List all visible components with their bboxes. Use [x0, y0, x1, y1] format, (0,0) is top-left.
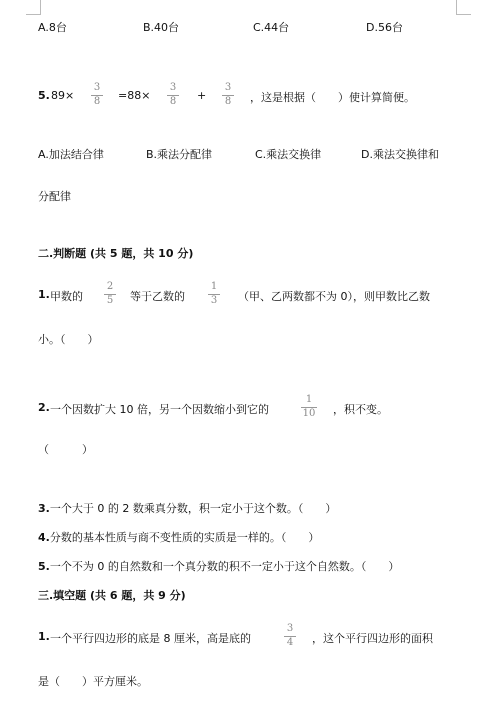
- j1-number: 1.: [38, 288, 50, 301]
- q5-option-d-cont: 分配律: [38, 190, 71, 203]
- q5-plus: +: [197, 89, 207, 102]
- option-b-prev: B.40台: [143, 21, 180, 34]
- option-a-prev: A.8台: [38, 21, 67, 34]
- q5-fraction-2: [167, 83, 179, 107]
- denominator: 8: [169, 95, 177, 107]
- numerator: 1: [305, 394, 313, 405]
- q5-option-b: B.乘法分配律: [146, 148, 213, 161]
- numerator: 3: [169, 82, 177, 93]
- numerator: 1: [210, 281, 218, 292]
- j5-number: 5.: [38, 560, 50, 573]
- page-corner-mark-right: [456, 0, 471, 15]
- j2-text-a: 一个因数扩大 10 倍，另一个因数缩小到它的: [50, 403, 269, 416]
- j2-fraction: [301, 395, 317, 419]
- q5-text-c: ，这是根据（ ）使计算简便。: [250, 91, 415, 104]
- numerator: 3: [224, 82, 232, 93]
- numerator: 3: [93, 82, 101, 93]
- j1-text-cont: 小。（ ）: [38, 333, 99, 346]
- j2-number: 2.: [38, 401, 50, 414]
- j1-text-b: 等于乙数的: [130, 290, 185, 303]
- q5-option-c: C.乘法交换律: [255, 148, 322, 161]
- q5-number: 5.: [38, 89, 50, 102]
- j4-text: 分数的基本性质与商不变性质的实质是一样的。（ ）: [49, 531, 320, 544]
- q5-option-d: D.乘法交换律和: [361, 148, 439, 161]
- j5-line: [38, 558, 399, 574]
- j1-fraction-1: [104, 282, 116, 306]
- f1-text-cont: 是（ ）平方厘米。: [38, 675, 148, 688]
- f1-number: 1.: [38, 630, 50, 643]
- f1-text-b: ，这个平行四边形的面积: [312, 632, 433, 645]
- j4-number: 4.: [38, 531, 50, 544]
- option-c-prev: C.44台: [253, 21, 290, 34]
- j3-text: 一个大于 0 的 2 数乘真分数，积一定小于这个数。（ ）: [49, 502, 337, 515]
- j1-text-a: 甲数的: [50, 290, 83, 303]
- section-3-title: 三.填空题 (共 6 题，共 9 分): [38, 589, 186, 602]
- denominator: 5: [106, 294, 114, 306]
- f1-fraction: [284, 624, 296, 648]
- f1-text-a: 一个平行四边形的底是 8 厘米，高是底的: [50, 632, 251, 645]
- denominator: 4: [286, 636, 294, 648]
- page-corner-mark-left: [26, 0, 41, 15]
- q5-text-b: =88×: [118, 89, 151, 102]
- j5-text: 一个不为 0 的自然数和一个真分数的积不一定小于这个自然数。（ ）: [49, 560, 400, 573]
- q5-option-a: A.加法结合律: [38, 148, 104, 161]
- q5-fraction-3: [222, 83, 234, 107]
- option-d-prev: D.56台: [366, 21, 403, 34]
- denominator: 8: [224, 95, 232, 107]
- j3-number: 3.: [38, 502, 50, 515]
- j2-text-cont: （ ）: [38, 443, 93, 456]
- j4-line: [38, 529, 319, 545]
- q5-fraction-1: [91, 83, 103, 107]
- numerator: 3: [286, 623, 294, 634]
- numerator: 2: [106, 281, 114, 292]
- j2-text-b: ，积不变。: [333, 403, 388, 416]
- section-2-title: 二.判断题 (共 5 题，共 10 分): [38, 247, 194, 260]
- q5-text-a: 89×: [51, 89, 75, 102]
- denominator: 8: [93, 95, 101, 107]
- j3-line: [38, 500, 336, 516]
- j1-text-c: （甲、乙两数都不为 0），则甲数比乙数: [238, 290, 430, 303]
- denominator: 3: [210, 294, 218, 306]
- denominator: 10: [302, 407, 316, 419]
- j1-fraction-2: [208, 282, 220, 306]
